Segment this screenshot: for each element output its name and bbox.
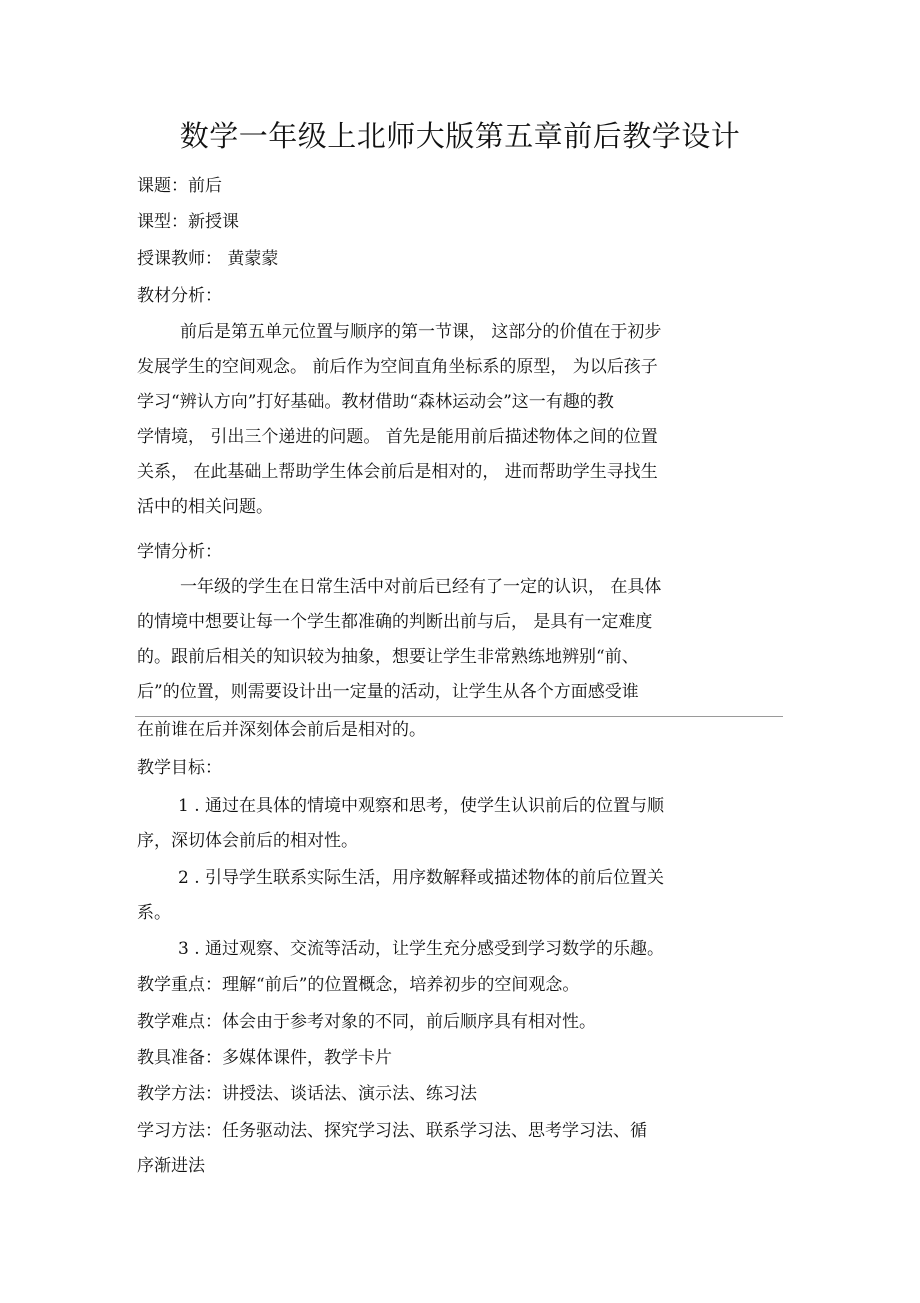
horizontal-divider bbox=[135, 716, 783, 717]
goal-item-3: 3 . 通过观察、交流等活动，让学生充分感受到学习数学的乐趣。 bbox=[178, 939, 665, 959]
paragraph-line: 前后是第五单元位置与顺序的第一节课， 这部分的价值在于初步 bbox=[180, 322, 662, 342]
section-heading-student-analysis: 学情分析： bbox=[137, 542, 222, 562]
paragraph-line: 关系， 在此基础上帮助学生体会前后是相对的， 进而帮助学生寻找生 bbox=[137, 462, 658, 482]
teaching-difficulty: 教学难点：体会由于参考对象的不同，前后顺序具有相对性。 bbox=[137, 1012, 596, 1032]
learning-methods-cont: 序渐进法 bbox=[137, 1156, 205, 1176]
paragraph-line: 学情境， 引出三个递进的问题。 首先是能用前后描述物体之间的位置 bbox=[137, 427, 658, 447]
paragraph-line: 活中的相关问题。 bbox=[137, 497, 273, 517]
teaching-methods: 教学方法：讲授法、谈话法、演示法、练习法 bbox=[137, 1084, 477, 1104]
goal-item-2-cont: 系。 bbox=[137, 903, 171, 923]
goal-item-1-cont: 序，深切体会前后的相对性。 bbox=[137, 831, 358, 851]
paragraph-line: 学习“辨认方向”打好基础。教材借助“森林运动会”这一有趣的教 bbox=[137, 392, 614, 412]
lesson-topic: 课题：前后 bbox=[137, 176, 222, 196]
teaching-focus: 教学重点：理解“前后”的位置概念，培养初步的空间观念。 bbox=[137, 975, 580, 995]
learning-methods: 学习方法：任务驱动法、探究学习法、联系学习法、思考学习法、循 bbox=[137, 1121, 647, 1141]
document-title: 数学一年级上北师大版第五章前后教学设计 bbox=[179, 119, 741, 153]
teaching-materials: 教具准备：多媒体课件，教学卡片 bbox=[137, 1048, 392, 1068]
paragraph-line: 的情境中想要让每一个学生都准确的判断出前与后， 是具有一定难度 bbox=[137, 612, 653, 632]
lesson-teacher: 授课教师： 黄蒙蒙 bbox=[137, 249, 279, 269]
section-heading-textbook-analysis: 教材分析： bbox=[137, 286, 222, 306]
paragraph-line: 后”的位置，则需要设计出一定量的活动，让学生从各个方面感受谁 bbox=[137, 682, 639, 702]
goal-item-1: 1 . 通过在具体的情境中观察和思考，使学生认识前后的位置与顺 bbox=[178, 796, 665, 816]
paragraph-line: 一年级的学生在日常生活中对前后已经有了一定的认识， 在具体 bbox=[180, 577, 662, 597]
paragraph-line: 在前谁在后并深刻体会前后是相对的。 bbox=[137, 720, 426, 740]
paragraph-line: 的。跟前后相关的知识较为抽象，想要让学生非常熟练地辨别“前、 bbox=[137, 647, 639, 667]
section-heading-teaching-goals: 教学目标： bbox=[137, 758, 222, 778]
paragraph-line: 发展学生的空间观念。 前后作为空间直角坐标系的原型， 为以后孩子 bbox=[137, 357, 658, 377]
lesson-type: 课型：新授课 bbox=[137, 212, 239, 232]
goal-item-2: 2 . 引导学生联系实际生活，用序数解释或描述物体的前后位置关 bbox=[178, 868, 665, 888]
